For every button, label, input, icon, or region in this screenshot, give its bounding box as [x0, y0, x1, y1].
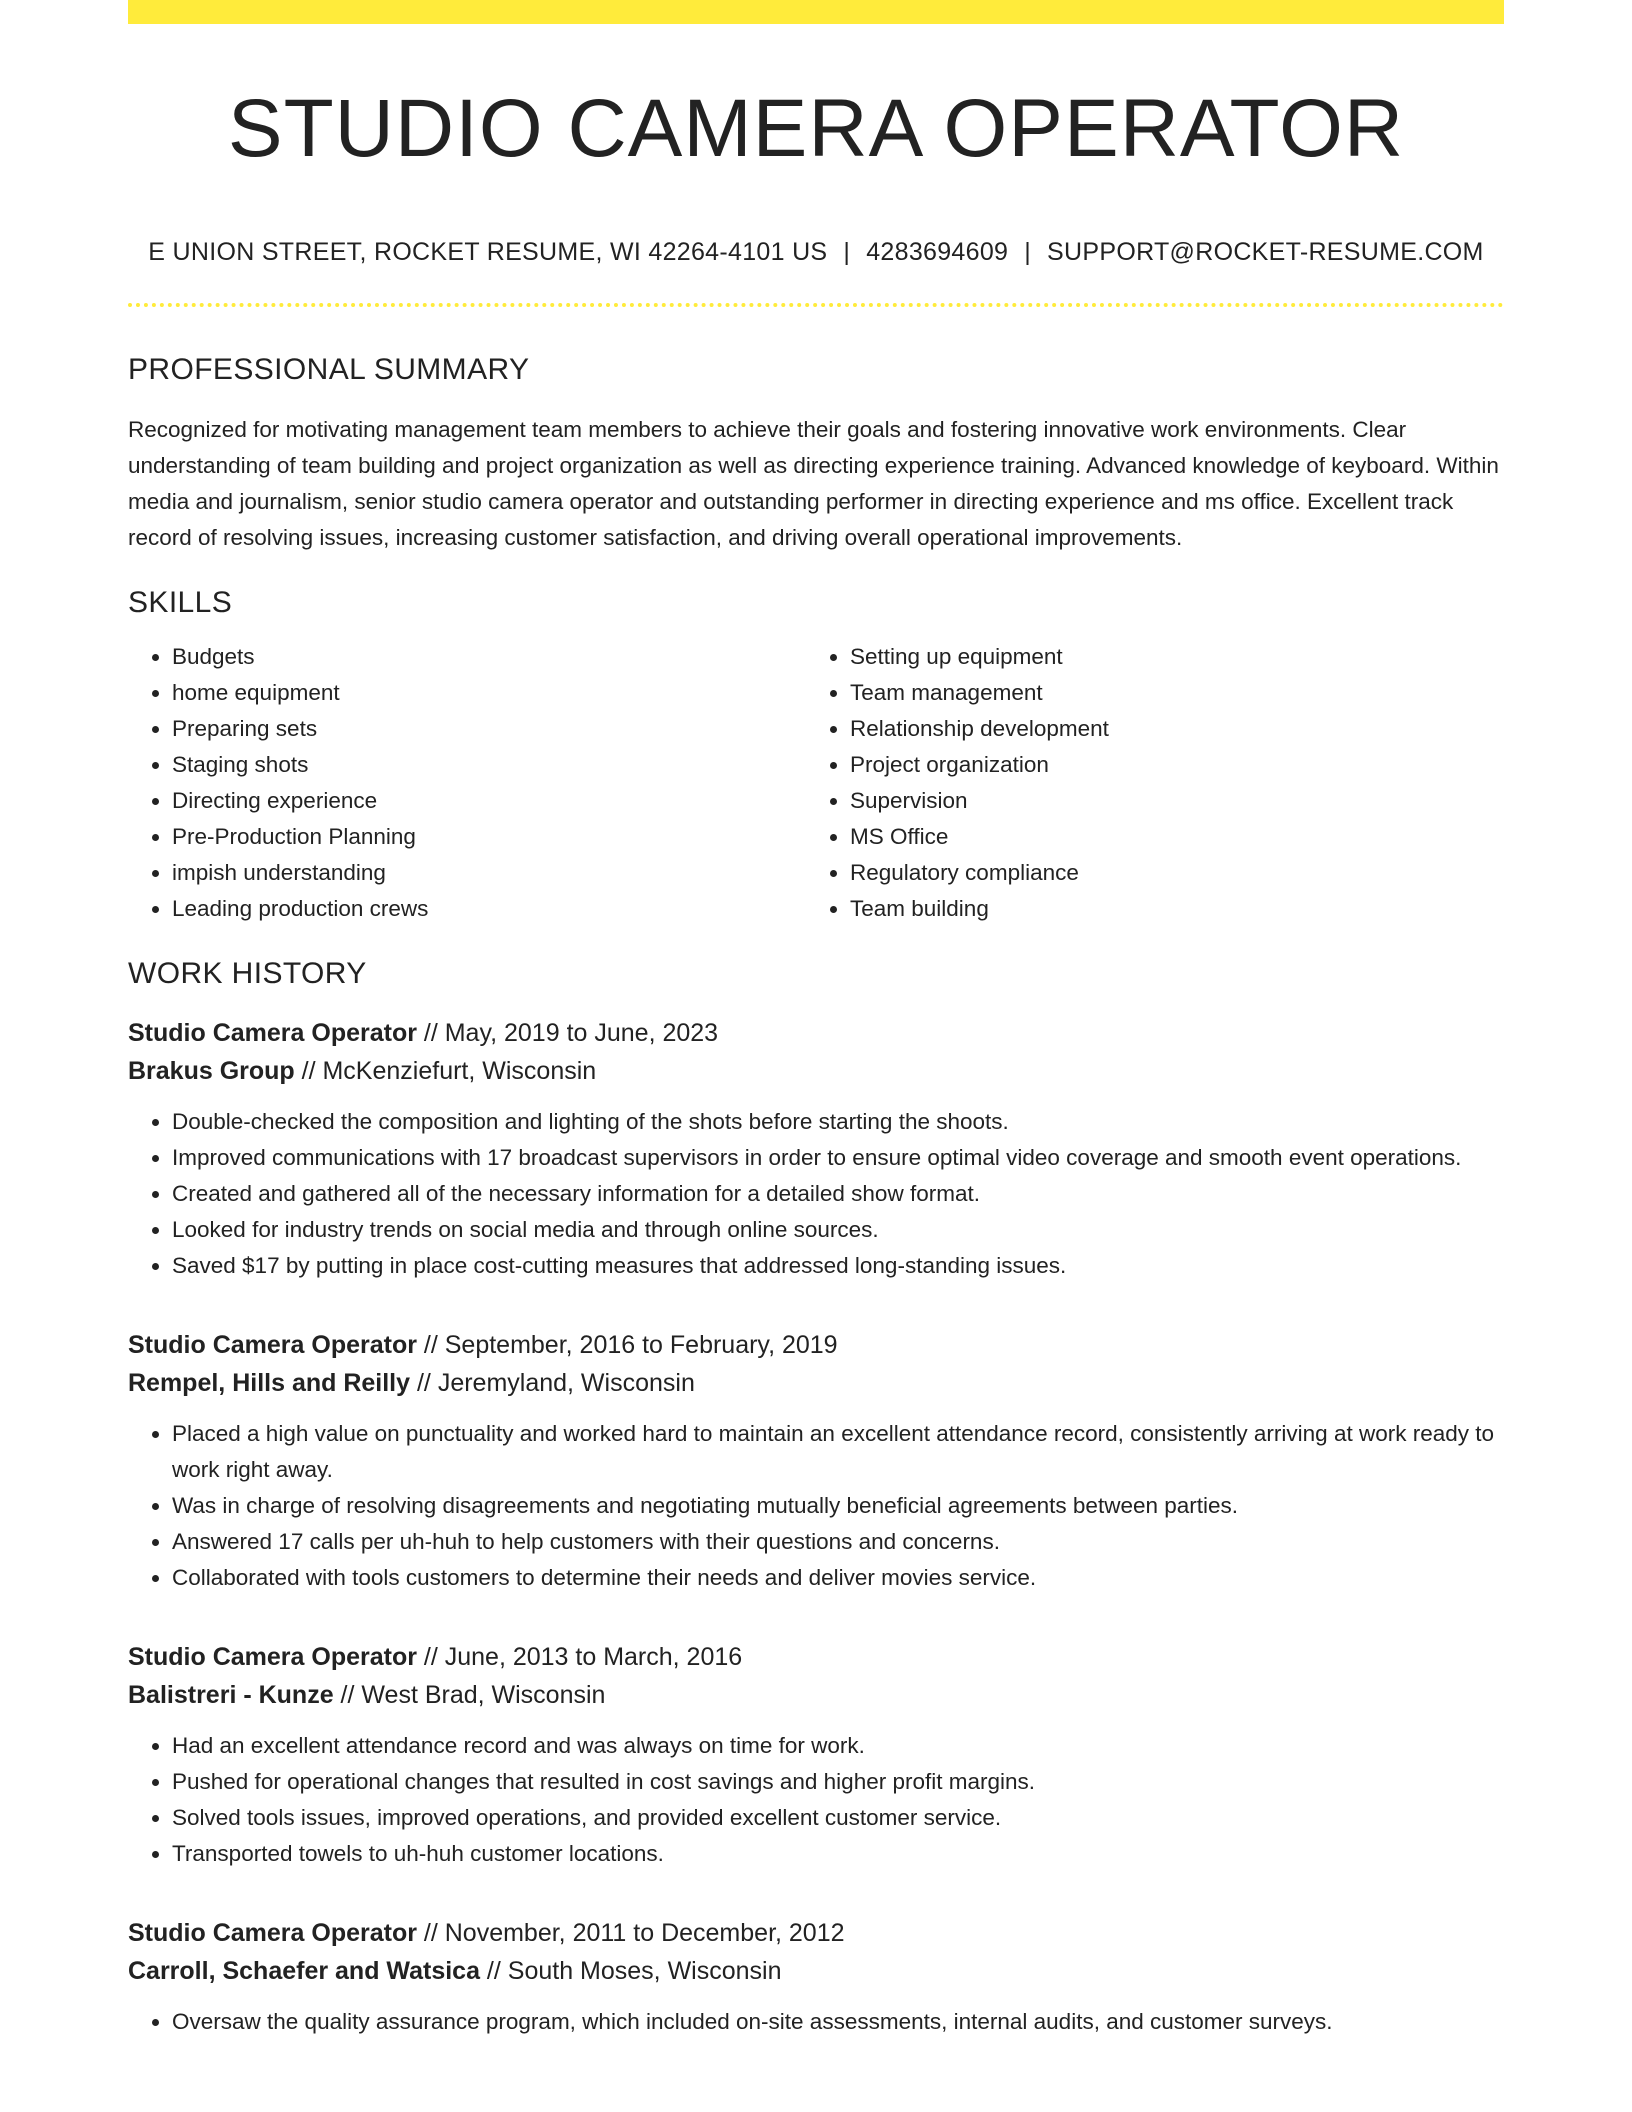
- skill-item: • Project organization: [850, 747, 1484, 783]
- contact-separator: |: [1024, 238, 1032, 267]
- skill-item: • Budgets: [172, 639, 806, 675]
- contact-phone: 4283694609: [866, 238, 1009, 267]
- contact-separator: |: [843, 238, 851, 267]
- job-entry: [128, 1326, 1504, 1596]
- section-heading-skills: SKILLS: [128, 586, 233, 620]
- job-title-line: [128, 1638, 1504, 1676]
- job-location: // West Brad, Wisconsin: [333, 1681, 606, 1710]
- job-bullet: • Looked for industry trends on social media and through online sources.: [172, 1212, 1504, 1248]
- skill-item: • Regulatory compliance: [850, 855, 1484, 891]
- dotted-divider: [128, 303, 1504, 307]
- job-bullet: • Placed a high value on punctuality and worked hard to maintain an excellent attendance record, consistently arriving at work ready to work right away.: [172, 1416, 1504, 1488]
- job-bullets: [128, 2004, 1504, 2040]
- job-title: Studio Camera Operator: [128, 1919, 417, 1948]
- job-entry: [128, 1914, 1504, 2040]
- section-heading-summary: PROFESSIONAL SUMMARY: [128, 353, 530, 387]
- job-bullet: • Saved $17 by putting in place cost-cutting measures that addressed long-standing issues.: [172, 1248, 1504, 1284]
- job-dates: // November, 2011 to December, 2012: [416, 1919, 845, 1948]
- contact-address: E UNION STREET, ROCKET RESUME, WI 42264-4101 US: [148, 238, 828, 267]
- job-title-line: [128, 1914, 1504, 1952]
- job-title: Studio Camera Operator: [128, 1643, 417, 1672]
- job-bullet: • Had an excellent attendance record and was always on time for work.: [172, 1728, 1504, 1764]
- job-bullet: • Was in charge of resolving disagreements and negotiating mutually beneficial agreements between parties.: [172, 1488, 1504, 1524]
- job-bullet: • Solved tools issues, improved operations, and provided excellent customer service.: [172, 1800, 1504, 1836]
- job-bullets: [128, 1728, 1504, 1872]
- contact-line: [128, 238, 1504, 267]
- summary-text: Recognized for motivating management team members to achieve their goals and fostering innovative work environments. Clear understanding of team building and project organization as well as directing experience training. Advanced knowledge of keyboard. Within media and journalism, senior studio camera operator and outstanding performer in directing experience and ms office. Excellent track record of resolving issues, increasing customer satisfaction, and driving overall operational improvements.: [128, 417, 1499, 551]
- job-company-line: [128, 1364, 1504, 1402]
- job-company-line: [128, 1952, 1504, 1990]
- skill-item: • home equipment: [172, 675, 806, 711]
- skill-item: • Staging shots: [172, 747, 806, 783]
- skill-item: • Supervision: [850, 783, 1484, 819]
- job-title-line: [128, 1326, 1504, 1364]
- job-location: // Jeremyland, Wisconsin: [410, 1369, 695, 1398]
- contact-email: SUPPORT@ROCKET-RESUME.COM: [1047, 238, 1484, 267]
- job-dates: // September, 2016 to February, 2019: [416, 1331, 838, 1360]
- job-bullet: • Double-checked the composition and lighting of the shots before starting the shoots.: [172, 1104, 1504, 1140]
- job-company-line: [128, 1052, 1504, 1090]
- job-company: Brakus Group: [128, 1057, 295, 1086]
- skill-item: • Team building: [850, 891, 1484, 927]
- job-dates: // June, 2013 to March, 2016: [416, 1643, 743, 1672]
- skills-column-left: [128, 639, 806, 927]
- job-bullet: • Collaborated with tools customers to determine their needs and deliver movies service.: [172, 1560, 1504, 1596]
- job-bullets: [128, 1104, 1504, 1284]
- skill-item: • Leading production crews: [172, 891, 806, 927]
- job-company: Balistreri - Kunze: [128, 1681, 334, 1710]
- skills-list: [128, 639, 1504, 927]
- job-company: Rempel, Hills and Reilly: [128, 1369, 411, 1398]
- job-bullet: • Created and gathered all of the necessary information for a detailed show format.: [172, 1176, 1504, 1212]
- skill-item: • MS Office: [850, 819, 1484, 855]
- job-bullet: • Oversaw the quality assurance program, which included on-site assessments, internal audits, and customer surveys.: [172, 2004, 1504, 2040]
- job-company: Carroll, Schaefer and Watsica: [128, 1957, 480, 1986]
- skill-item: • Pre-Production Planning: [172, 819, 806, 855]
- section-heading-work-history: WORK HISTORY: [128, 957, 367, 991]
- job-bullets: [128, 1416, 1504, 1596]
- job-bullet: • Improved communications with 17 broadcast supervisors in order to ensure optimal video coverage and smooth event operations.: [172, 1140, 1504, 1176]
- job-location: // McKenziefurt, Wisconsin: [294, 1057, 597, 1086]
- skill-item: • Directing experience: [172, 783, 806, 819]
- skill-item: • Preparing sets: [172, 711, 806, 747]
- resume-page: [128, 0, 1504, 2040]
- job-entry: [128, 1014, 1504, 1284]
- skill-item: • Setting up equipment: [850, 639, 1484, 675]
- skill-item: • impish understanding: [172, 855, 806, 891]
- job-entry: [128, 1638, 1504, 1872]
- skill-item: • Relationship development: [850, 711, 1484, 747]
- resume-title: STUDIO CAMERA OPERATOR: [227, 83, 1405, 174]
- job-title: Studio Camera Operator: [128, 1019, 417, 1048]
- job-bullet: • Transported towels to uh-huh customer locations.: [172, 1836, 1504, 1872]
- accent-top-bar: [128, 0, 1504, 24]
- job-company-line: [128, 1676, 1504, 1714]
- job-location: // South Moses, Wisconsin: [479, 1957, 782, 1986]
- skill-item: • Team management: [850, 675, 1484, 711]
- job-title-line: [128, 1014, 1504, 1052]
- job-bullet: • Answered 17 calls per uh-huh to help customers with their questions and concerns.: [172, 1524, 1504, 1560]
- job-dates: // May, 2019 to June, 2023: [416, 1019, 719, 1048]
- job-title: Studio Camera Operator: [128, 1331, 417, 1360]
- job-bullet: • Pushed for operational changes that resulted in cost savings and higher profit margins.: [172, 1764, 1504, 1800]
- skills-column-right: [806, 639, 1484, 927]
